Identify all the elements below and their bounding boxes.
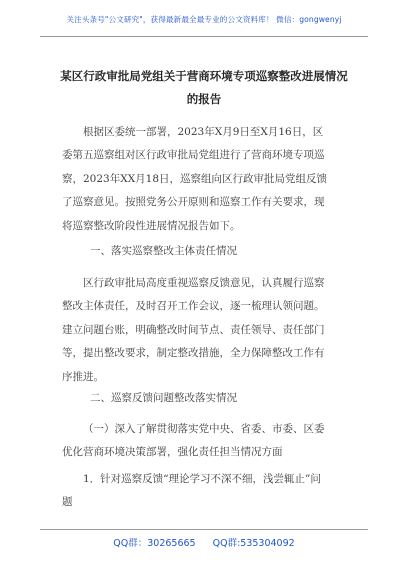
paragraph-line: 察，2023年XX月18日，巡察组向区行政审批局党组反馈 <box>62 172 328 185</box>
section-heading-1: 一、落实巡察整改主体责任情况 <box>90 245 237 257</box>
paragraph-line: 委第五巡察组对区行政审批局党组进行了营商环境专项巡 <box>62 149 325 162</box>
paragraph-intro <box>62 121 352 238</box>
paragraph-line: 序推进。 <box>62 370 104 383</box>
document-title-line1: 某区行政审批局党组关于营商环境专项巡察整改进展情况 <box>60 69 348 83</box>
paragraph-line: 1．针对巡察反馈“理论学习不深不细，浅尝辄止”问 <box>83 473 321 485</box>
paragraph-subsection <box>62 418 352 465</box>
paragraph-line: 建立问题台账，明确整改时间节点、责任领导、责任部门 <box>62 323 325 336</box>
footer-qq-group-2: QQ群:535304092 <box>212 538 295 549</box>
paragraph-line: 优化营商环境决策部署，强化责任担当情况方面 <box>62 446 283 459</box>
paragraph-line: 区行政审批局高度重视巡察反馈意见，认真履行巡察 <box>83 277 325 289</box>
paragraph-line: 根据区委统一部署，2023年X月9日至X月16日，区 <box>83 126 324 138</box>
paragraph-line: 整改主体责任，及时召开工作会议，逐一梳理认领问题。 <box>62 300 325 313</box>
document-title-line2: 的报告 <box>186 92 222 106</box>
footer-contact <box>0 535 408 549</box>
header-divider <box>40 36 368 37</box>
paragraph-line: 等，提出整改要求，制定整改措施，全力保障整改工作有 <box>62 347 325 360</box>
footer-divider <box>40 529 368 530</box>
paragraph-section1 <box>62 272 352 389</box>
paragraph-line: 了巡察意见。按照党务公开原则和巡察工作有关要求，现 <box>62 196 325 209</box>
paragraph-line: 题 <box>62 496 73 509</box>
header-promo-text: 关注头条号"公文研究"，获得最新最全最专业的公文资料库！ 微信：gongwenyj <box>66 15 342 24</box>
section-heading-2: 二、巡察反馈问题整改落实情况 <box>90 392 237 404</box>
paragraph-line: 将巡察整改阶段性进展情况报告如下。 <box>62 219 241 232</box>
paragraph-line: （一）深入了解贯彻落实党中央、省委、市委、区委 <box>83 423 325 435</box>
footer-qq-group-1: QQ群：30265665 <box>113 538 196 549</box>
paragraph-item1 <box>62 468 352 515</box>
